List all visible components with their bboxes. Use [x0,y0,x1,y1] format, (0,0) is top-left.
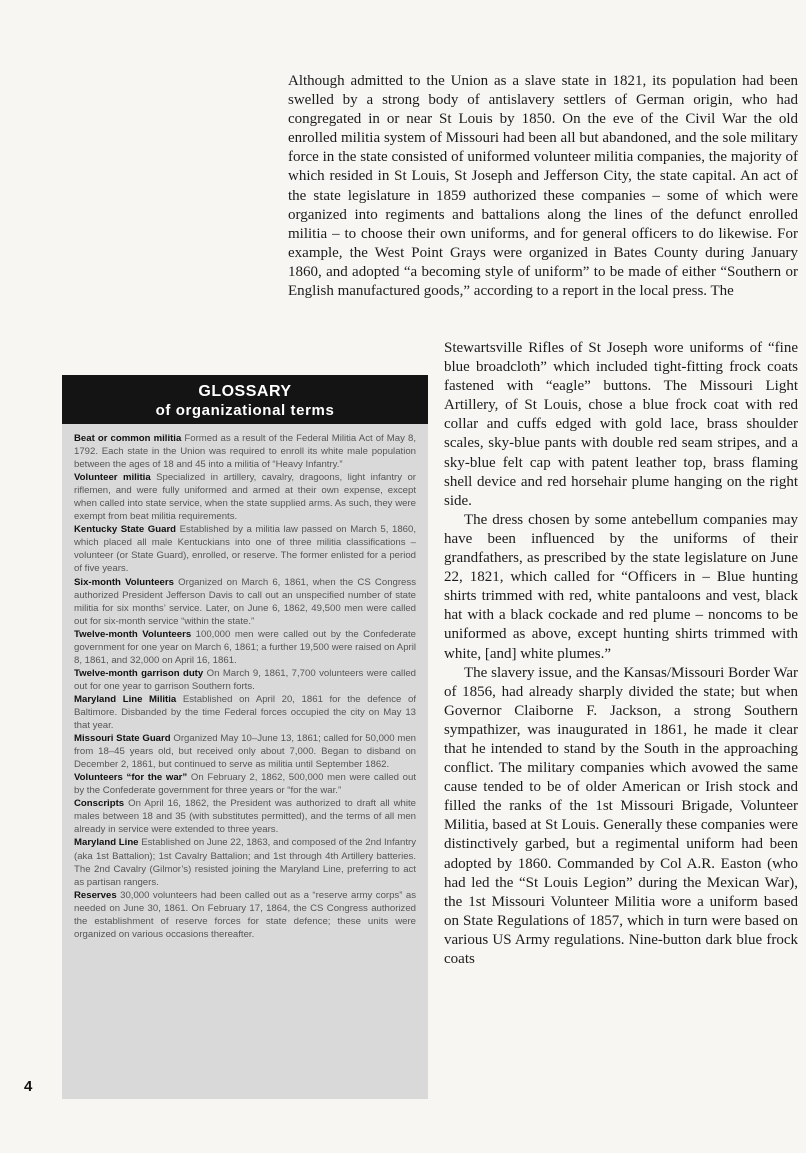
glossary-term: Six-month Volunteers [74,576,174,588]
glossary-entry [74,576,416,628]
glossary-header [62,375,428,424]
glossary-definition: On March 9, 1861, 7,700 volunteers were called out for one year to garrison Southern forts. [74,667,416,692]
glossary-definition: Specialized in artillery, cavalry, dragoons, light infantry or riflemen, and were fully uniformed and armed at their own expense, except when called into state service, when the state supplied arms. As such, they were exempt from beat militia requirements. [74,472,416,523]
intro-paragraph: Although admitted to the Union as a slave state in 1821, its population had been swelled by a strong body of antislavery settlers of German origin, who had congregated in or near St Louis by 1850. On the eve of the Civil War the old enrolled militia system of Missouri had been all but abandoned, and the sole military force in the state consisted of uniformed volunteer militia companies, the majority of which resided in St Louis, St Joseph and Jefferson City, the state capital. An act of the state legislature in 1859 authorized these companies – some of which were organized into regiments and battalions along the lines of the defunct enrolled militia – to choose their own uniforms, and for general officers to do likewise. For example, the West Point Grays were organized in Bates County during January 1860, and adopted “a becoming style of uniform” to be made of either “Southern or English manufactured goods,” according to a report in the local press. The [288,73,798,300]
glossary-definition: Established on April 20, 1861 for the defence of Baltimore. Disbanded by the time Federal forces occupied the city on May 13 that year. [74,693,417,732]
glossary-definition: Established on June 22, 1863, and composed of the 2nd Infantry (aka 1st Battalion); 1st Cavalry Battalion; and 1st through 4th Artillery batteries. The 2nd Cavalry (Gilmor’s) resisted joining the Maryland Line, preferring to act as partisan rangers. [74,837,416,888]
glossary-term: Missouri State Guard [74,733,171,745]
body-paragraph: Stewartsville Rifles of St Joseph wore uniforms of “fine blue broadcloth” which included tight-fitting frock coats fastened with “eagle” buttons. The Missouri Light Artillery, of St Louis, chose a blue frock coat with red collar and cuffs edged with gold lace, brass shoulder scales, sky-blue pants with double red seam stripes, and a sky-blue felt cap with patent leather top, brass flaming shell device and red horsehair plume hanging on the right side. [444,340,798,509]
glossary-definition: Established by a militia law passed on March 5, 1860, which placed all male Kentuckians into one of three militia classifications – volunteer (or State Guard), enrolled, or reserve. The former enlisted for a period of five years. [74,524,416,575]
glossary-definition: Organized on March 6, 1861, when the CS Congress authorized President Jefferson Davis to call out an unspecified number of state militia for six months’ service. Later, on June 6, 1862, 49,500 men were called out for six-month service “within the state.” [74,576,416,627]
glossary-term: Twelve-month garrison duty [74,667,204,679]
glossary-entry [74,889,416,941]
glossary-term: Beat or common militia [74,433,182,444]
glossary-entry [74,693,416,732]
glossary-entries [62,424,428,941]
glossary-entry [74,667,416,693]
glossary-entry [74,523,416,575]
body-paragraph: The dress chosen by some antebellum companies may have been influenced by the uniforms of their grandfathers, as prescribed by the state legislature on June 22, 1821, which called for “Officers in – Blue hunting shirts trimmed with red, white pantaloons and vest, black hat with a black cockade and red plume – noncoms to be uniformed as above, except hunting shirts trimmed with white, [and] white plumes.” [444,511,798,662]
glossary-definition: On February 2, 1862, 500,000 men were called out by the Confederate government for three years or “for the war.” [74,772,417,797]
glossary-box [62,375,428,1099]
right-column [444,339,798,969]
glossary-title: GLOSSARY [198,383,292,400]
glossary-subtitle: of organizational terms [155,402,335,419]
glossary-entry [74,732,416,771]
glossary-term: Maryland Line Militia [74,693,177,705]
glossary-term: Reserves [74,889,117,901]
glossary-definition: Organized May 10–June 13, 1861; called for 50,000 men from 18–45 years old, but received only about 7,000. Began to disband on December 2, 1861, but continued to serve as militia until September 1862. [74,733,416,771]
glossary-term: Maryland Line [74,837,139,849]
glossary-entry [74,432,416,471]
glossary-definition: Formed as a result of the Federal Militia Act of May 8, 1792. Each state in the Union was required to enroll its white male population between the ages of 18 and 45 into a militia of “Heavy Infantry.” [74,433,416,471]
glossary-entry [74,471,416,523]
glossary-entry [74,771,416,797]
glossary-term: Kentucky State Guard [74,524,177,536]
page-number: 4 [24,1078,33,1095]
glossary-term: Volunteer militia [74,472,151,484]
glossary-term: Twelve-month Volunteers [74,628,192,640]
glossary-term: Volunteers “for the war” [74,772,188,784]
glossary-entry [74,797,416,836]
body-paragraph: The slavery issue, and the Kansas/Missouri Border War of 1856, had already sharply divided the state; but when Governor Claiborne F. Jackson, a strong Southern sympathizer, was inaugurated in 1861, he made it clear that he intended to stand by the South in the approaching conflict. The military companies which avowed the same cause tended to be of older American or Irish stock and filled the ranks of the 1st Missouri Brigade, Volunteer Militia, based at St Louis. Generally these companies were distinctively garbed, but a regimental uniform had been adopted by 1860. Commanded by Col A.R. Easton (who had led the “St Louis Legion” during the Mexican War), the 1st Missouri Volunteer Militia wore a uniform based on State Regulations of 1857, which in turn were based on various US Army regulations. Nine-button dark blue frock coats [444,664,798,967]
glossary-entry [74,836,416,888]
glossary-entry [74,628,416,667]
glossary-definition: On April 16, 1862, the President was authorized to draft all white males between 18 and 35 (with substitutes permitted), and the terms of all men already in service were extended to three years. [74,798,416,836]
glossary-term: Conscripts [74,798,125,810]
glossary-definition: 30,000 volunteers had been called out as a “reserve army corps” as needed on June 30, 1861. On February 17, 1864, the CS Congress authorized the establishment of reserve forces for state defence; these units were organized on various occasions thereafter. [74,889,416,940]
glossary-definition: 100,000 men were called out by the Confederate government for one year on March 6, 1861; a further 19,500 were raised on April 8, 1861, and 32,000 on April 16, 1861. [74,628,416,666]
